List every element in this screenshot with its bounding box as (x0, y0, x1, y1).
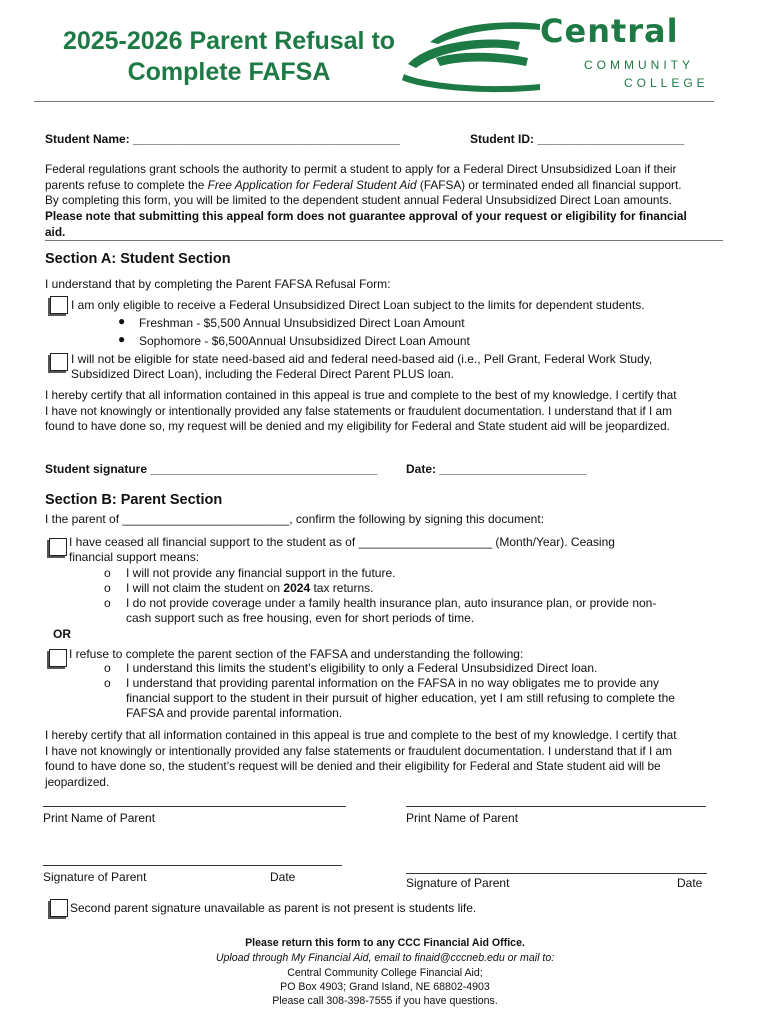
section-a-certification (45, 388, 735, 435)
bullet-icon: ● (118, 314, 126, 328)
section-b-intro: I the parent of _________________________, confirm the following by signing this document: (45, 512, 545, 526)
intro-line-5: aid. (45, 224, 66, 239)
section-a-bullet-1: Freshman - $5,500 Annual Unsubsidized Direct Loan Amount (139, 316, 465, 330)
print-name-label-2: Print Name of Parent (406, 811, 519, 825)
checkbox-b-option-1[interactable] (49, 538, 67, 556)
signature-line-2[interactable] (406, 873, 707, 874)
footer-address-line-1: Central Community College Financial Aid; (287, 967, 483, 979)
intro-line-3: By completing this form, you will be limited to the dependent student annual Federal Unsubsidized Direct Loan amounts. (45, 193, 672, 208)
section-b-sub-1: I will not provide any financial support in the future. (126, 566, 396, 580)
checkbox-b-option-2[interactable] (49, 649, 67, 667)
sub-2-b: tax returns. (310, 581, 374, 595)
section-b-heading: Section B: Parent Section (45, 492, 223, 508)
print-name-label-1: Print Name of Parent (43, 811, 156, 825)
cert-b-line-1: I hereby certify that all information contained in this appeal is true and complete to the best of my knowledge. I certify that (45, 728, 677, 742)
student-id-field[interactable]: Student ID: ______________________ (470, 132, 685, 146)
logo-community-text: COMMUNITY (584, 58, 694, 72)
sub-bullet-icon: o (104, 566, 111, 580)
sub-bullet-icon: o (104, 581, 111, 595)
section-b-option-1-line-1: I have ceased all financial support to the student as of ____________________ (Month/Year). Ceasing (69, 535, 615, 549)
section-a-intro: I understand that by completing the Parent FAFSA Refusal Form: (45, 277, 391, 291)
cert-a-line-3: found to have done so, my request will be denied and my eligibility for Federal and State student aid will be jeopardized. (45, 419, 670, 434)
section-b-option-1 (69, 535, 615, 565)
sub-3-line-1: I do not provide coverage under a family health insurance plan, auto insurance plan, or provide non- (126, 596, 657, 610)
footer-upload-instructions: Upload through My Financial Aid, email to finaid@cccneb.edu or mail to: (215, 952, 555, 964)
checkbox-a-option-2[interactable] (50, 353, 68, 371)
print-name-line-2[interactable] (406, 806, 706, 807)
section-a-option-1: I am only eligible to receive a Federal Unsubsidized Direct Loan subject to the limits for dependent students. (71, 298, 645, 312)
section-b-option-1-line-2: financial support means: (69, 550, 200, 564)
footer-address-line-2: PO Box 4903; Grand Island, NE 68802-4903 (280, 981, 490, 993)
section-b-sub-5 (126, 676, 675, 721)
cert-a-line-1: I hereby certify that all information contained in this appeal is true and complete to the best of my knowledge. I certify that (45, 388, 677, 402)
signature-line-1[interactable] (43, 865, 342, 866)
sub-bullet-icon: o (104, 661, 111, 675)
college-logo-swoosh-icon (400, 14, 550, 94)
logo-college-text: COLLEGE (624, 76, 709, 90)
intro-line-1: Federal regulations grant schools the authority to permit a student to apply for a Federal Direct Unsubsidized Loan if their (45, 162, 677, 176)
intro-paragraph (45, 162, 735, 241)
date-label-1: Date (270, 870, 296, 884)
sub-2-year: 2024 (283, 581, 311, 595)
sub-3-line-2: cash support such as free housing, even for short periods of time. (126, 611, 475, 625)
student-name-field[interactable]: Student Name: ________________________________________ (45, 132, 400, 146)
title-line-1: 2025-2026 Parent Refusal to (62, 27, 396, 55)
intro-line-2-a: parents refuse to complete the (45, 177, 208, 192)
sub-5-line-3: FAFSA and provide parental information. (126, 706, 343, 720)
cert-b-line-2: I have not knowingly or intentionally provided any false statements or fraudulent documentation. I understand that if I am (45, 743, 672, 758)
cert-b-line-4: jeopardized. (45, 775, 110, 790)
intro-line-2 (45, 178, 735, 194)
intro-line-2-b: (FAFSA) or terminated ended all financial support. (416, 177, 682, 192)
sub-5-line-1: I understand that providing parental information on the FAFSA in no way obligates me to provide any (126, 676, 659, 690)
signature-label-2: Signature of Parent (406, 876, 510, 890)
logo-wordmark: Central (540, 12, 679, 50)
student-date-field[interactable]: Date: ______________________ (406, 462, 587, 476)
cert-b-line-3: found to have done so, the student’s request will be denied and their eligibility for Federal and State student aid will be (45, 759, 661, 774)
footer-return-instructions: Please return this form to any CCC Financial Aid Office. (245, 937, 525, 949)
section-a-heading: Section A: Student Section (45, 251, 231, 267)
section-a-option-2 (71, 352, 652, 382)
signature-label-1: Signature of Parent (43, 870, 147, 884)
cert-a-line-2: I have not knowingly or intentionally provided any false statements or fraudulent documentation. I understand that if I am (45, 403, 672, 418)
section-b-sub-3 (126, 596, 656, 626)
section-a-bullet-2: Sophomore - $6,500Annual Unsubsidized Direct Loan Amount (139, 334, 470, 348)
or-separator: OR (53, 627, 71, 641)
page-title (34, 26, 424, 88)
sub-2-a: I will not claim the student on (126, 581, 284, 595)
sub-bullet-icon: o (104, 596, 111, 610)
student-signature-field[interactable]: Student signature __________________________________ (45, 462, 378, 476)
section-b-option-2: I refuse to complete the parent section of the FAFSA and understanding the following: (69, 647, 524, 661)
section-a-option-2-line-2: Subsidized Direct Loan), including the Federal Direct Parent PLUS loan. (71, 367, 454, 381)
print-name-line-1[interactable] (43, 806, 346, 807)
intro-divider (45, 240, 723, 241)
header-divider (34, 101, 714, 102)
intro-line-4: Please note that submitting this appeal form does not guarantee approval of your request or eligibility for financial (45, 209, 687, 224)
section-b-sub-4: I understand this limits the student’s eligibility to only a Federal Unsubsidized Direct loan. (126, 661, 598, 675)
sub-5-line-2: financial support to the student in their pursuit of higher education, yet I am still refusing to complete the (126, 691, 675, 705)
section-b-certification (45, 728, 735, 791)
intro-fafsa-title: Free Application for Federal Student Aid (207, 177, 417, 192)
sub-bullet-icon: o (104, 676, 111, 690)
title-line-2: Complete FAFSA (127, 58, 331, 86)
section-a-option-2-line-1: I will not be eligible for state need-based aid and federal need-based aid (i.e., Pell Grant, Federal Work Study, (71, 352, 653, 366)
footer-phone: Please call 308-398-7555 if you have questions. (272, 995, 498, 1007)
checkbox-a-option-1[interactable] (50, 296, 68, 314)
second-parent-unavailable-label: Second parent signature unavailable as parent is not present is students life. (70, 901, 477, 915)
bullet-icon: ● (118, 332, 126, 346)
section-b-sub-2 (126, 581, 373, 596)
checkbox-second-parent-unavailable[interactable] (50, 899, 68, 917)
date-label-2: Date (677, 876, 703, 890)
